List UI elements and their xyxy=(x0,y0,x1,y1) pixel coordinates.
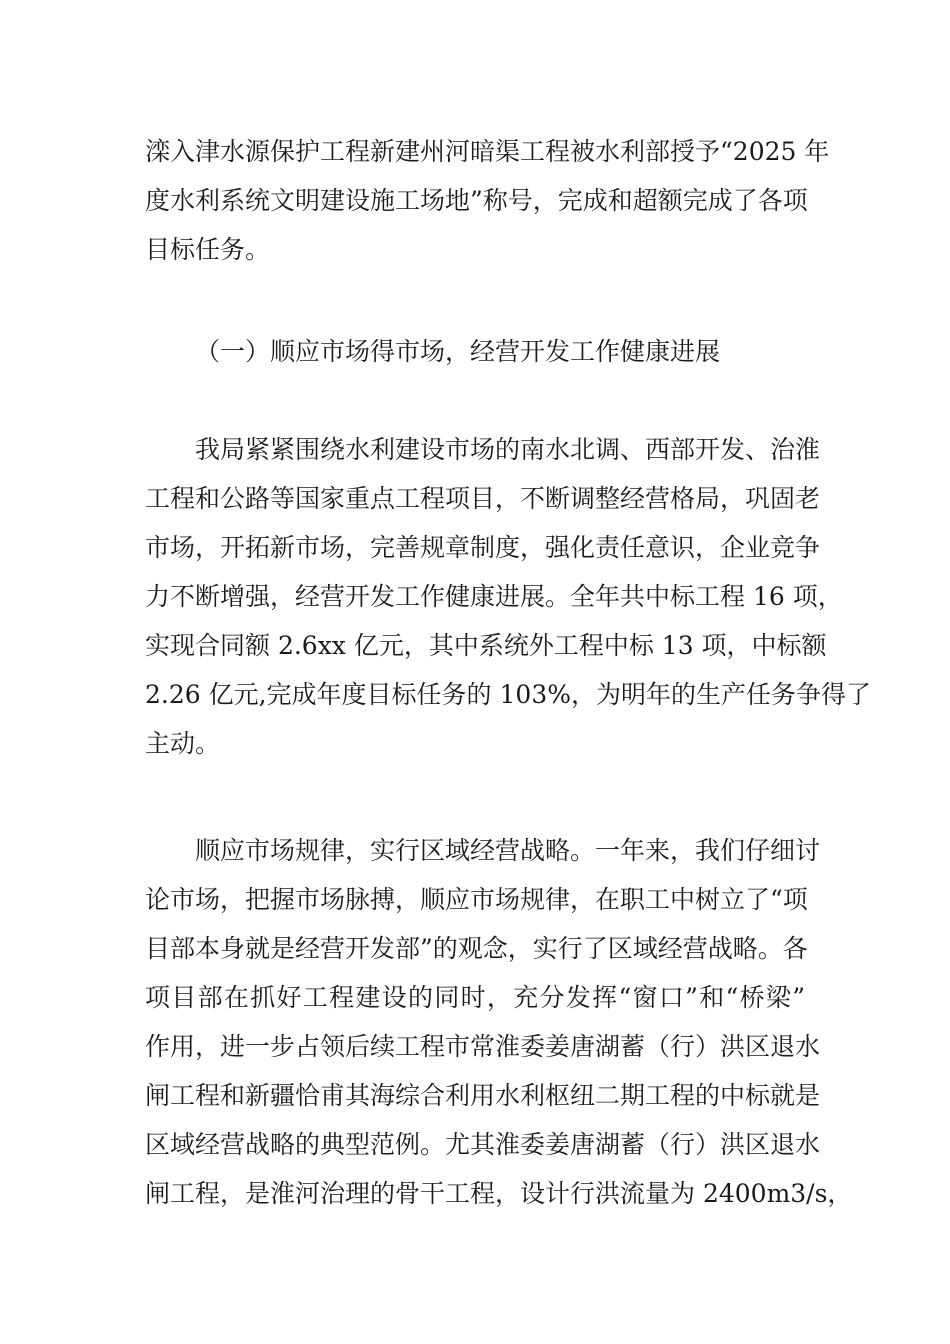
paragraph-2-line-1: 我局紧紧围绕水利建设市场的南水北调、西部开发、治淮 xyxy=(195,435,821,464)
paragraph-3-line-6: 闸工程和新疆恰甫其海综合利用水利枢纽二期工程的中标就是 xyxy=(145,1081,821,1110)
paragraph-1-line-3: 目标任务。 xyxy=(145,235,271,264)
paragraph-3-line-8: 闸工程，是淮河治理的骨干工程，设计行洪流量为 2400m3/s， xyxy=(145,1179,853,1208)
paragraph-2-line-6: 2.26 亿元,完成年度目标任务的 103%，为明年的生产任务争得了 xyxy=(145,680,871,709)
paragraph-1 xyxy=(145,127,830,274)
paragraph-2-line-2: 工程和公路等国家重点工程项目，不断调整经营格局，巩固老 xyxy=(145,484,821,513)
paragraph-3-line-1: 顺应市场规律，实行区域经营战略。一年来，我们仔细讨 xyxy=(195,836,821,865)
paragraph-1-line-2: 度水利系统文明建设施工场地”称号，完成和超额完成了各项 xyxy=(145,186,808,215)
paragraph-1-line-1: 滦入津水源保护工程新建州河暗渠工程被水利部授予“2025 年 xyxy=(145,137,830,166)
paragraph-2-line-5: 实现合同额 2.6xx 亿元，其中系统外工程中标 13 项，中标额 xyxy=(145,631,827,660)
paragraph-2-line-7: 主动。 xyxy=(145,729,221,758)
paragraph-2 xyxy=(145,425,871,768)
paragraph-3-line-4: 项目部在抓好工程建设的同时，充分发挥“窗口”和“桥梁” xyxy=(145,983,805,1012)
paragraph-3-line-2: 论市场，把握市场脉搏，顺应市场规律，在职工中树立了“项 xyxy=(145,885,808,914)
paragraph-2-line-3: 市场，开拓新市场，完善规章制度，强化责任意识，企业竞争 xyxy=(145,533,821,562)
paragraph-2-line-4: 力不断增强，经营开发工作健康进展。全年共中标工程 16 项， xyxy=(145,582,843,611)
section-heading: （一）顺应市场得市场，经营开发工作健康进展 xyxy=(195,337,721,366)
paragraph-3 xyxy=(145,826,853,1218)
paragraph-3-line-5: 作用，进一步占领后续工程市常淮委姜唐湖蓄（行）洪区退水 xyxy=(145,1032,821,1061)
paragraph-3-line-3: 目部本身就是经营开发部”的观念，实行了区域经营战略。各 xyxy=(145,934,808,963)
paragraph-3-line-7: 区域经营战略的典型范例。尤其淮委姜唐湖蓄（行）洪区退水 xyxy=(145,1130,821,1159)
